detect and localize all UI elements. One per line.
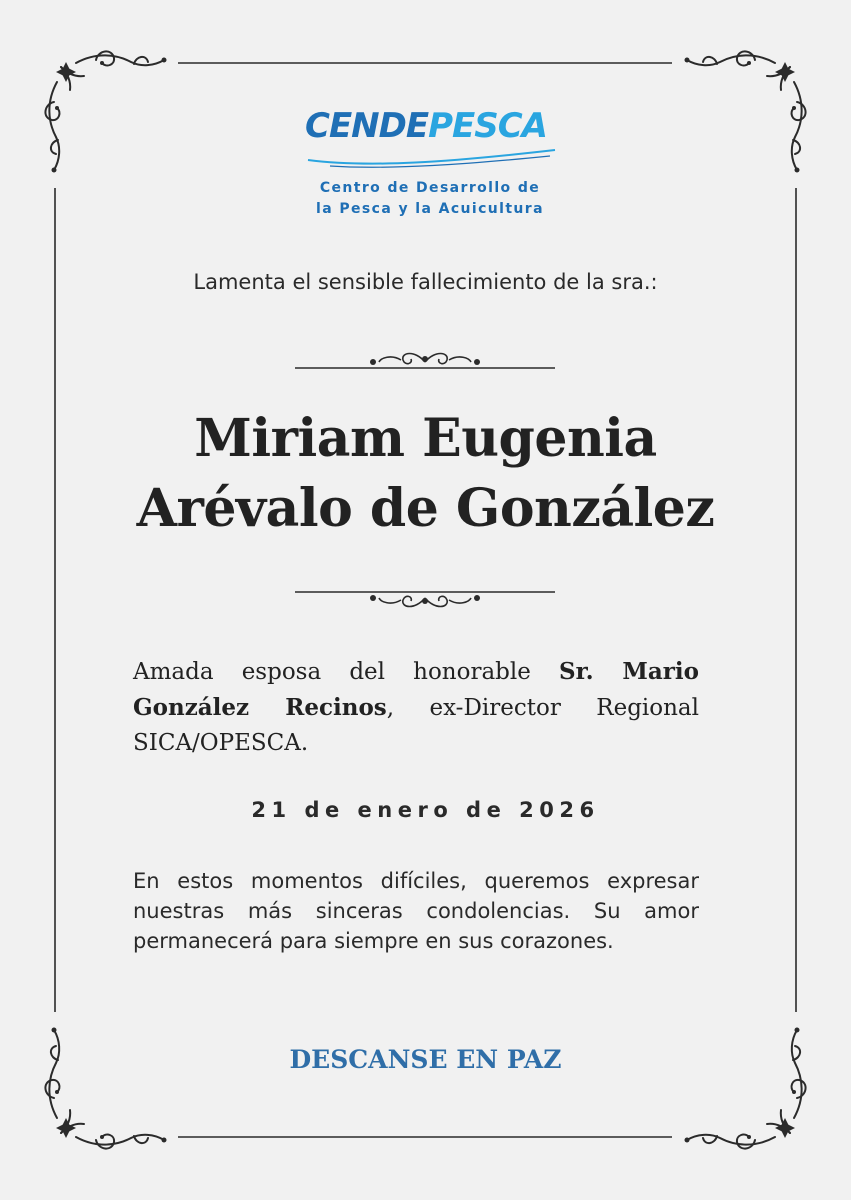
logo-wave-icon: [300, 140, 560, 170]
description-part1: Amada esposa del honorable: [133, 659, 559, 685]
condolence-paragraph: En estos momentos difíciles, queremos expresar nuestras más sinceras condolencias. Su amor permanecerá para siempre en sus corazones.: [133, 869, 699, 953]
logo-word-cende: CENDE: [305, 106, 429, 146]
logo-subtitle-line2: la Pesca y la Acuicultura: [316, 201, 544, 217]
deceased-name-line2: Arévalo de González: [136, 478, 715, 539]
deceased-name-line1: Miriam Eugenia: [194, 408, 657, 469]
flourish-divider-icon: [295, 344, 555, 374]
logo-subtitle-line1: Centro de Desarrollo de: [319, 180, 541, 196]
description-paragraph: [133, 654, 699, 761]
logo-word-pesca: PESCA: [428, 106, 547, 146]
date-text: 21 de enero de 2026: [251, 798, 600, 822]
husband-name: Sr. Mario González Recinos: [133, 658, 699, 721]
flourish-divider-icon: [295, 586, 555, 616]
closing-text: DESCANSE EN PAZ: [289, 1045, 562, 1074]
ornamental-corner-icon: [36, 42, 176, 182]
cendepesca-logo: [300, 100, 560, 230]
ornamental-corner-icon: [675, 42, 815, 182]
ornamental-corner-icon: [675, 1018, 815, 1158]
intro-text: Lamenta el sensible fallecimiento de la sra.:: [193, 270, 658, 294]
description-part2: , ex-Director Regional SICA/OPESCA.: [133, 695, 699, 756]
ornamental-corner-icon: [36, 1018, 176, 1158]
